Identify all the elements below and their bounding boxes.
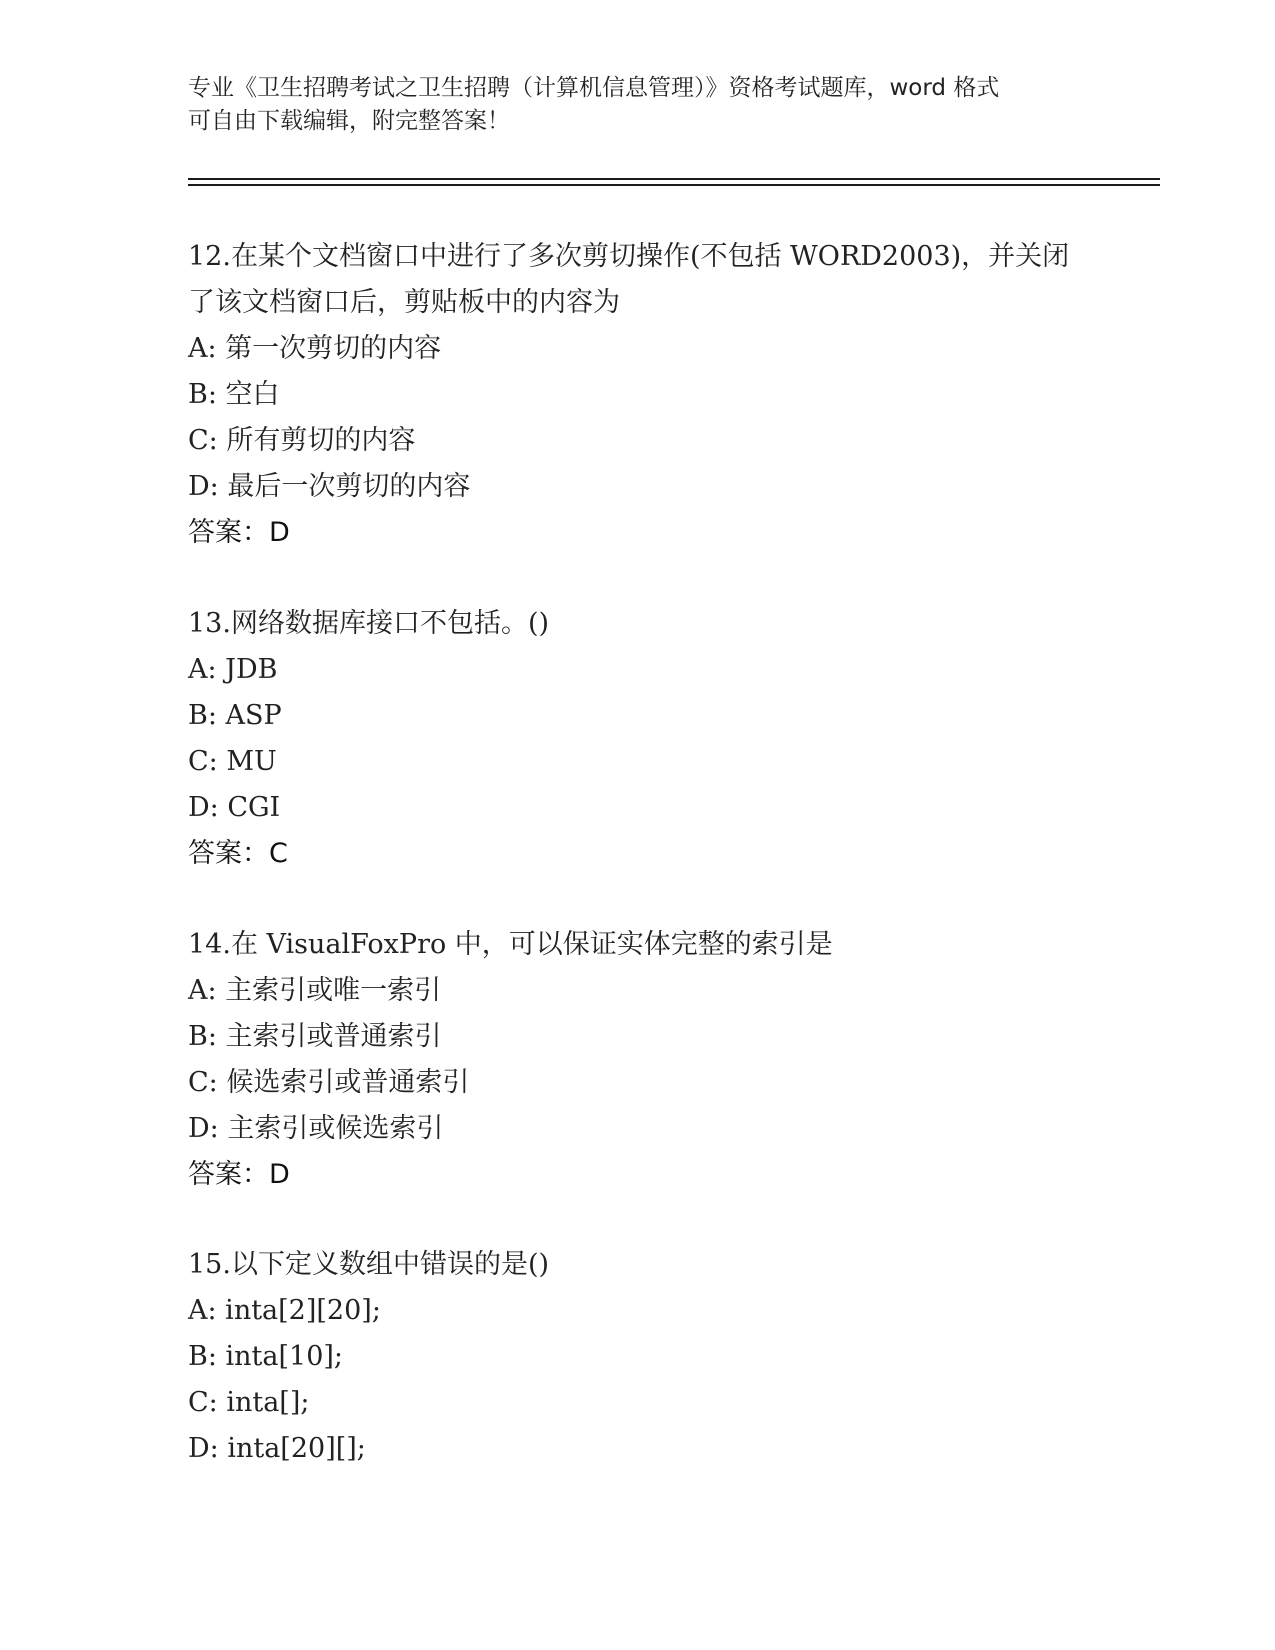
question-13 xyxy=(188,601,1108,877)
answer-text: 答案：D xyxy=(188,1159,290,1190)
question-stem xyxy=(188,1242,1108,1288)
question-stem-line: 13.网络数据库接口不包括。() xyxy=(188,608,550,639)
answer-text: 答案：C xyxy=(188,838,288,869)
document-header xyxy=(188,72,1088,138)
option-d: D: 主索引或候选索引 xyxy=(188,1113,444,1144)
option-c: C: MU xyxy=(188,746,277,777)
question-stem xyxy=(188,234,1108,326)
option-b: B: inta[10]; xyxy=(188,1341,344,1372)
option-d: D: CGI xyxy=(188,792,281,823)
option-b: B: ASP xyxy=(188,700,282,731)
option-a: A: 主索引或唯一索引 xyxy=(188,975,442,1006)
option-c: C: inta[]; xyxy=(188,1387,310,1418)
option-b: B: 空白 xyxy=(188,379,280,410)
question-stem-line: 12.在某个文档窗口中进行了多次剪切操作(不包括 WORD2003)，并关闭 xyxy=(188,241,1070,272)
question-15 xyxy=(188,1242,1108,1472)
option-d: D: 最后一次剪切的内容 xyxy=(188,471,471,502)
header-line-2: 可自由下载编辑，附完整答案！ xyxy=(188,108,510,134)
option-a: A: 第一次剪切的内容 xyxy=(188,333,442,364)
question-stem-line: 了该文档窗口后，剪贴板中的内容为 xyxy=(188,287,620,318)
option-b: B: 主索引或普通索引 xyxy=(188,1021,442,1052)
option-c: C: 候选索引或普通索引 xyxy=(188,1067,470,1098)
option-a: A: JDB xyxy=(188,654,278,685)
option-a: A: inta[2][20]; xyxy=(188,1295,381,1326)
question-12 xyxy=(188,234,1108,556)
answer-text: 答案：D xyxy=(188,517,290,548)
question-stem xyxy=(188,601,1108,647)
header-line-1: 专业《卫生招聘考试之卫生招聘（计算机信息管理）》资格考试题库，word 格式 xyxy=(188,75,1000,101)
option-c: C: 所有剪切的内容 xyxy=(188,425,416,456)
question-stem-line: 14.在 VisualFoxPro 中，可以保证实体完整的索引是 xyxy=(188,929,833,960)
question-stem xyxy=(188,922,1108,968)
option-d: D: inta[20][]; xyxy=(188,1433,366,1464)
header-divider-bottom xyxy=(188,184,1160,186)
header-divider-top xyxy=(188,178,1160,180)
question-stem-line: 15.以下定义数组中错误的是() xyxy=(188,1249,550,1280)
question-14 xyxy=(188,922,1108,1198)
